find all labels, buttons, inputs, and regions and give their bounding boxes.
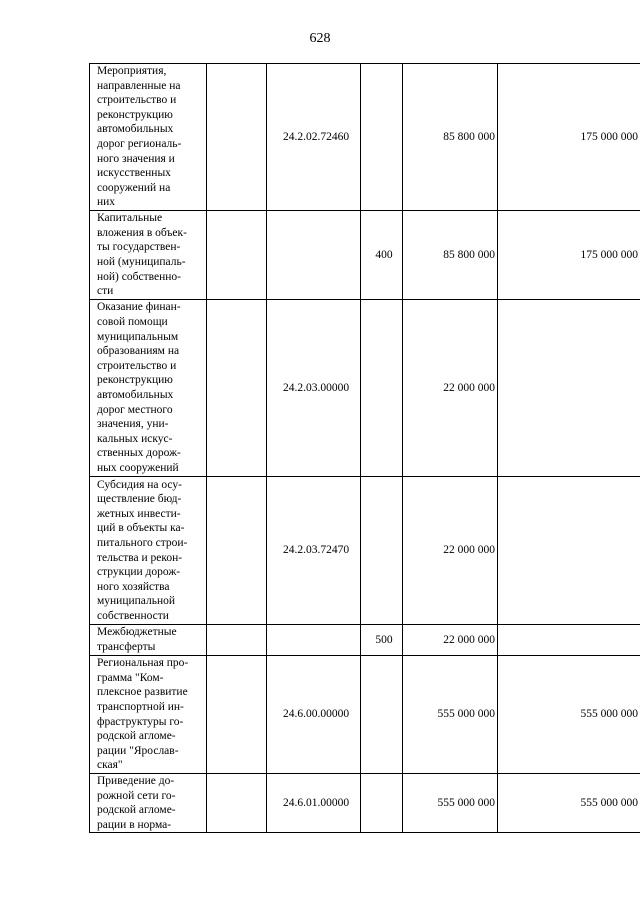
- table-row: [90, 211, 640, 300]
- amount-2: [498, 300, 640, 477]
- amount-1: 22 000 000: [403, 477, 498, 625]
- item-name: Приведение до- рожной сети го- родской агломе- рации в норма-: [90, 774, 207, 833]
- target-code: 24.2.03.72470: [267, 477, 361, 625]
- item-name: Межбюджетные трансферты: [90, 625, 207, 656]
- empty-cell: [207, 656, 267, 774]
- amount-1: 22 000 000: [403, 300, 498, 477]
- amount-1: 22 000 000: [403, 625, 498, 656]
- amount-2: 555 000 000: [498, 656, 640, 774]
- expense-type: [361, 64, 403, 211]
- target-code: 24.6.01.00000: [267, 774, 361, 833]
- table-row: [90, 64, 640, 211]
- table-row: [90, 477, 640, 625]
- expense-type: [361, 774, 403, 833]
- item-name: Субсидия на осу- ществление бюд- жетных инвести- ций в объекты ка- питального строи- тельства и рекон- струкции дорож- ного хозяйства муниципальной собственности: [90, 477, 207, 625]
- target-code: 24.2.02.72460: [267, 64, 361, 211]
- empty-cell: [207, 300, 267, 477]
- table-row: [90, 625, 640, 656]
- expense-type: [361, 300, 403, 477]
- amount-1: 85 800 000: [403, 211, 498, 300]
- expense-type: 500: [361, 625, 403, 656]
- expense-type: [361, 477, 403, 625]
- target-code: 24.6.00.00000: [267, 656, 361, 774]
- item-name: Капитальные вложения в объек- ты государствен- ной (муниципаль- ной) собственно- сти: [90, 211, 207, 300]
- expense-type: [361, 656, 403, 774]
- amount-1: 555 000 000: [403, 774, 498, 833]
- target-code: [267, 625, 361, 656]
- target-code: [267, 211, 361, 300]
- table-row: [90, 300, 640, 477]
- amount-2: 555 000 000: [498, 774, 640, 833]
- expense-type: 400: [361, 211, 403, 300]
- target-code: 24.2.03.00000: [267, 300, 361, 477]
- amount-2: 175 000 000: [498, 64, 640, 211]
- page-number: 628: [309, 31, 331, 46]
- item-name: Региональная про- грамма "Ком- плексное развитие транспортной ин- фраструктуры го- родской агломе- рации "Ярослав- ская": [90, 656, 207, 774]
- budget-table: [89, 63, 640, 833]
- item-name: Оказание финан- совой помощи муниципальным образованиям на строительство и реконструкцию автомобильных дорог местного значения, уни- кальных искус- ственных дорож- ных сооружений: [90, 300, 207, 477]
- amount-1: 555 000 000: [403, 656, 498, 774]
- empty-cell: [207, 211, 267, 300]
- table-row: [90, 656, 640, 774]
- table-row: [90, 774, 640, 833]
- amount-2: [498, 625, 640, 656]
- empty-cell: [207, 625, 267, 656]
- amount-2: [498, 477, 640, 625]
- empty-cell: [207, 64, 267, 211]
- empty-cell: [207, 774, 267, 833]
- amount-1: 85 800 000: [403, 64, 498, 211]
- empty-cell: [207, 477, 267, 625]
- amount-2: 175 000 000: [498, 211, 640, 300]
- item-name: Мероприятия, направленные на строительство и реконструкцию автомобильных дорог региональ- ного значения и искусственных сооружений на них: [90, 64, 207, 211]
